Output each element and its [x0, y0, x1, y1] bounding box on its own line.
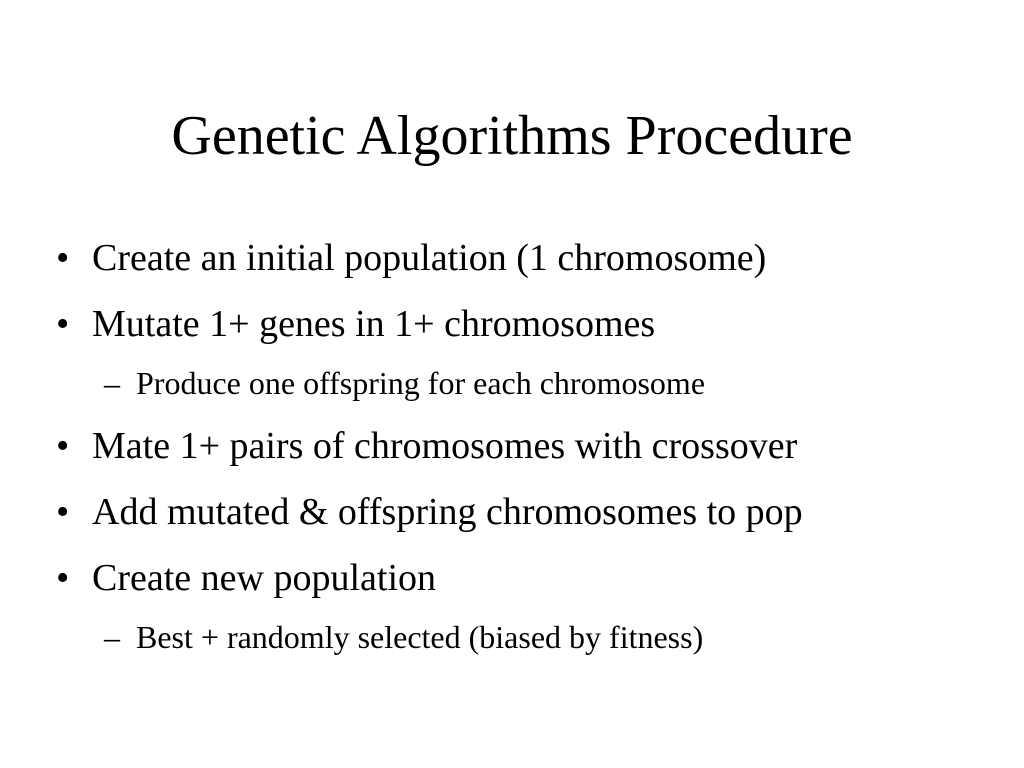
- bullet-text: Add mutated & offspring chromosomes to pop: [92, 491, 803, 533]
- sub-bullet-item: [104, 364, 705, 402]
- bullet-item: [56, 424, 797, 468]
- bullet-text: Create new population: [92, 557, 437, 599]
- bullet-item: [56, 236, 766, 280]
- bullet-item: [56, 556, 436, 600]
- sub-bullet-text: Best + randomly selected (biased by fitness): [136, 619, 704, 655]
- bullet-marker: •: [56, 557, 70, 599]
- bullet-marker: •: [56, 303, 70, 345]
- bullet-marker: •: [56, 491, 70, 533]
- dash-marker: –: [104, 365, 120, 401]
- dash-marker: –: [104, 619, 120, 655]
- bullet-marker: •: [56, 237, 70, 279]
- slide-title: Genetic Algorithms Procedure: [171, 105, 853, 167]
- bullet-text: Create an initial population (1 chromosome): [92, 237, 767, 279]
- bullet-marker: •: [56, 425, 70, 467]
- bullet-text: Mate 1+ pairs of chromosomes with crossover: [92, 425, 798, 467]
- bullet-text: Mutate 1+ genes in 1+ chromosomes: [92, 303, 656, 345]
- bullet-item: [56, 302, 655, 346]
- sub-bullet-text: Produce one offspring for each chromosome: [136, 365, 706, 401]
- sub-bullet-item: [104, 618, 703, 656]
- bullet-item: [56, 490, 803, 534]
